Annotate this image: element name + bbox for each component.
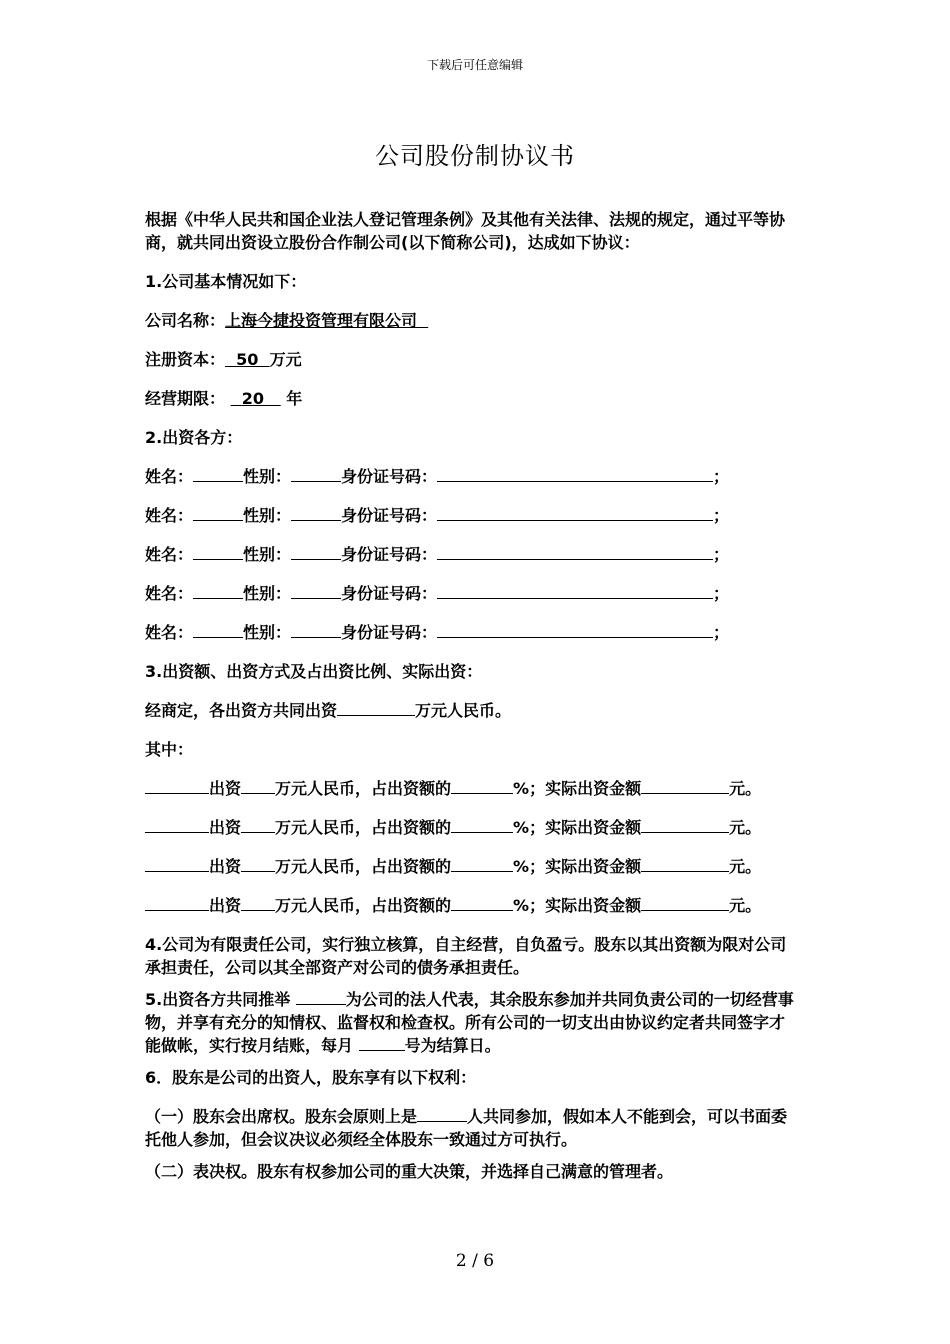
amount-blank: [241, 816, 275, 833]
term-unit: 年: [286, 389, 303, 408]
unit-rmb-label: 万元人民币，占出资额的: [275, 818, 452, 837]
share-row: [145, 855, 800, 878]
investor-name-blank: [193, 582, 243, 599]
section5-part3: 号为结算日。: [404, 1036, 501, 1055]
investor-id-label: 身份证号码：: [341, 584, 438, 603]
shareholder-blank: [145, 894, 209, 911]
investor-row-end: ；: [713, 467, 730, 486]
investor-row: [145, 465, 800, 488]
amount-blank: [241, 855, 275, 872]
total-investment-prefix: 经商定，各出资方共同出资: [145, 701, 338, 720]
investor-name-blank: [193, 504, 243, 521]
share-row: [145, 816, 800, 839]
page-header: 下载后可任意编辑: [426, 58, 523, 72]
share-row: [145, 894, 800, 917]
term-line: [145, 387, 800, 410]
ratio-blank: [451, 777, 513, 794]
actual-amount-blank: [641, 855, 729, 872]
invest-label: 出资: [209, 779, 242, 798]
investor-row-end: ；: [713, 506, 730, 525]
actual-amount-blank: [641, 894, 729, 911]
capital-line: [145, 348, 800, 371]
share-list: [145, 777, 800, 917]
investor-gender-label: 性别：: [243, 467, 292, 486]
unit-rmb-label: 万元人民币，占出资额的: [275, 779, 452, 798]
yuan-label: 元。: [729, 896, 762, 915]
invest-label: 出资: [209, 818, 242, 837]
percent-label: %；实际出资金额: [513, 896, 642, 915]
investor-row: [145, 621, 800, 644]
ratio-blank: [451, 894, 513, 911]
percent-label: %；实际出资金额: [513, 857, 642, 876]
investor-row: [145, 504, 800, 527]
yuan-label: 元。: [729, 857, 762, 876]
investor-name-label: 姓名：: [145, 584, 194, 603]
investor-name-blank: [193, 465, 243, 482]
section6-item1: [145, 1105, 800, 1151]
yuan-label: 元。: [729, 818, 762, 837]
shareholder-blank: [145, 855, 209, 872]
company-name-line: [145, 309, 800, 332]
section4-paragraph: 4.公司为有限责任公司，实行独立核算，自主经营，自负盈亏。股东以其出资额为限对公司承担责任，公司以其全部资产对公司的债务承担责任。: [145, 935, 787, 977]
attendee-count-blank: [417, 1105, 467, 1122]
investor-row-end: ；: [713, 545, 730, 564]
intro-paragraph: 根据《中华人民共和国企业法人登记管理条例》及其他有关法律、法规的规定，通过平等协商，就共同出资设立股份合作制公司(以下简称公司)，达成如下协议：: [145, 210, 786, 252]
investor-gender-blank: [291, 621, 341, 638]
item1-part2: 人共同参加，假如本人不能到会，可以书面委托他人参加，但会议决议必须经全体股东一致通过方可执行。: [145, 1107, 788, 1149]
ratio-blank: [451, 816, 513, 833]
share-row: [145, 777, 800, 800]
section2-heading: 2.出资各方：: [145, 428, 243, 447]
document-body: [145, 208, 800, 1183]
investor-gender-blank: [291, 465, 341, 482]
investor-id-blank: [437, 582, 713, 599]
section6-heading: 6．股东是公司的出资人，股东享有以下权利：: [145, 1068, 477, 1087]
total-investment-blank: [337, 699, 415, 716]
invest-label: 出资: [209, 896, 242, 915]
investor-row-end: ；: [713, 584, 730, 603]
amount-blank: [241, 777, 275, 794]
investor-gender-label: 性别：: [243, 584, 292, 603]
section3-heading: 3.出资额、出资方式及占出资比例、实际出资：: [145, 662, 483, 681]
investor-gender-blank: [291, 504, 341, 521]
investor-gender-blank: [291, 582, 341, 599]
ratio-blank: [451, 855, 513, 872]
investor-name-label: 姓名：: [145, 467, 194, 486]
settlement-day-blank: [359, 1034, 405, 1051]
investor-id-blank: [437, 465, 713, 482]
investor-name-label: 姓名：: [145, 623, 194, 642]
investor-gender-blank: [291, 543, 341, 560]
section1-heading: 1.公司基本情况如下：: [145, 272, 307, 291]
investor-name-blank: [193, 621, 243, 638]
investor-row: [145, 582, 800, 605]
investor-id-label: 身份证号码：: [341, 545, 438, 564]
actual-amount-blank: [641, 816, 729, 833]
capital-unit: 万元: [269, 350, 302, 369]
investor-name-label: 姓名：: [145, 545, 194, 564]
investor-name-label: 姓名：: [145, 506, 194, 525]
investor-gender-label: 性别：: [243, 506, 292, 525]
company-name-value: 上海今捷投资管理有限公司: [225, 311, 418, 330]
amount-blank: [241, 894, 275, 911]
investor-gender-label: 性别：: [243, 545, 292, 564]
section5-paragraph: [145, 988, 800, 1057]
investor-id-label: 身份证号码：: [341, 623, 438, 642]
actual-amount-blank: [641, 777, 729, 794]
among-label: 其中：: [145, 740, 194, 759]
yuan-label: 元。: [729, 779, 762, 798]
investor-id-label: 身份证号码：: [341, 506, 438, 525]
section5-part1: 5.出资各方共同推举: [145, 990, 296, 1009]
total-investment-suffix: 万元人民币。: [415, 701, 512, 720]
item1-part1: （一）股东会出席权。股东会原则上是: [145, 1107, 418, 1126]
total-investment-line: [145, 699, 800, 722]
percent-label: %；实际出资金额: [513, 779, 642, 798]
investor-name-blank: [193, 543, 243, 560]
unit-rmb-label: 万元人民币，占出资额的: [275, 896, 452, 915]
company-name-label: 公司名称：: [145, 311, 226, 330]
shareholder-blank: [145, 816, 209, 833]
section5-part2: 为公司的法人代表，其余股东参加并共同负责公司的一切经营事物，并享有充分的知情权、监督权和检查权。所有公司的一切支出由协议约定者共同签字才能做帐，实行按月结账，每月: [145, 990, 794, 1055]
investor-id-blank: [437, 621, 713, 638]
investor-row: [145, 543, 800, 566]
investor-gender-label: 性别：: [243, 623, 292, 642]
term-label: 经营期限：: [145, 389, 226, 408]
legal-rep-blank: [296, 988, 346, 1005]
investor-row-end: ；: [713, 623, 730, 642]
investor-id-blank: [437, 504, 713, 521]
invest-label: 出资: [209, 857, 242, 876]
page-number: 2 / 6: [455, 1251, 495, 1271]
unit-rmb-label: 万元人民币，占出资额的: [275, 857, 452, 876]
shareholder-blank: [145, 777, 209, 794]
investor-list: [145, 465, 800, 644]
investor-id-label: 身份证号码：: [341, 467, 438, 486]
capital-label: 注册资本：: [145, 350, 226, 369]
document-title: 公司股份制协议书: [375, 142, 575, 170]
capital-value: 50: [236, 350, 259, 369]
section6-item2: （二）表决权。股东有权参加公司的重大决策，并选择自己满意的管理者。: [145, 1162, 674, 1181]
investor-id-blank: [437, 543, 713, 560]
percent-label: %；实际出资金额: [513, 818, 642, 837]
term-value: 20: [241, 389, 264, 408]
